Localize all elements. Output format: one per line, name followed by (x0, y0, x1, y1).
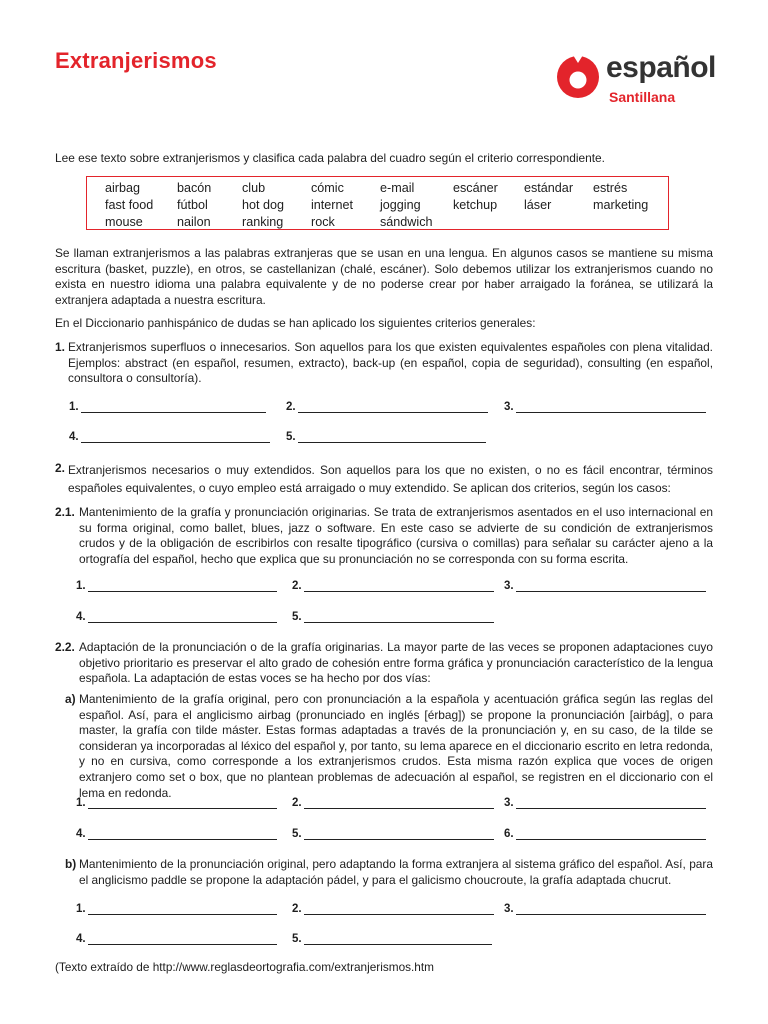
section-2-text: Extranjerismos necesarios o muy extendidos. Son aquellos para los que no existen, o no es fácil encontrar, términos españoles equivalentes, o cuyo empleo está arraigado o muy extendido. Se aplican dos criterios, según los casos: (68, 463, 713, 495)
answer-blank[interactable]: 4. (76, 828, 277, 840)
brand-subtitle: Santillana (609, 89, 676, 105)
word: fast food (105, 198, 154, 212)
word: hot dog (242, 198, 285, 212)
answer-blank[interactable]: 4. (76, 611, 277, 623)
word: rock (311, 215, 335, 229)
word: láser (524, 198, 552, 212)
brand-name: español (606, 51, 716, 84)
answer-blank[interactable]: 3. (504, 580, 706, 592)
word: sándwich (380, 215, 433, 229)
word: bacón (177, 181, 212, 195)
section-number: b) (65, 857, 77, 871)
answer-blank[interactable]: 2. (286, 401, 488, 413)
answer-blank[interactable]: 1. (76, 580, 277, 592)
answer-blank[interactable]: 2. (292, 797, 494, 809)
answer-blank[interactable]: 5. (292, 828, 494, 840)
word: internet (311, 198, 354, 212)
answer-blank[interactable]: 5. (292, 611, 494, 623)
word-box (86, 176, 669, 230)
section-number: 2.1. (55, 505, 75, 519)
instruction-text: Lee ese texto sobre extranjerismos y clasifica cada palabra del cuadro según el criterio correspondiente. (55, 151, 605, 165)
answer-blank[interactable]: 1. (69, 401, 266, 413)
answer-blank[interactable]: 2. (292, 580, 494, 592)
word: airbag (105, 181, 141, 195)
answer-blank[interactable]: 2. (292, 903, 494, 915)
section-number: 2.2. (55, 640, 75, 654)
section-1-text: Extranjerismos superfluos o innecesarios. Son aquellos para los que existen equivalentes españoles con plena vitalidad. Ejemplos: abstract (en español, resumen, extracto), back-up (en español, copia de seguridad), consulting (en español, consultora o consultoría). (68, 340, 713, 386)
word: club (242, 181, 266, 195)
section-2-2-text: Adaptación de la pronunciación o de la grafía originarias. La mayor parte de las veces se proponen adaptaciones cuyo objetivo prioritario es preservar el alto grado de cohesión entre forma gráfica y pronunciación característico de la lengua española. La adaptación de estas voces se ha hecho por dos vías: (79, 640, 713, 686)
word: jogging (380, 198, 421, 212)
word: ranking (242, 215, 284, 229)
word: fútbol (177, 198, 208, 212)
word: ketchup (453, 198, 498, 212)
word: nailon (177, 215, 211, 229)
section-number: a) (65, 692, 76, 706)
answer-blank[interactable]: 3. (504, 797, 706, 809)
word: estándar (524, 181, 574, 195)
section-number: 1. (55, 340, 65, 354)
answer-blank[interactable]: 1. (76, 797, 277, 809)
source-citation: (Texto extraído de http://www.reglasdeortografia.com/extranjerismos.htm (55, 960, 434, 974)
word: marketing (593, 198, 649, 212)
answer-blank[interactable]: 6. (504, 828, 706, 840)
answer-blank[interactable]: 4. (76, 933, 277, 945)
word: e-mail (380, 181, 415, 195)
section-2-1-text: Mantenimiento de la grafía y pronunciación originarias. Se trata de extranjerismos asentados en el uso internacional en su forma original, como ballet, blues, jazz o software. En este caso se advierte de su condición de extranjerismos crudos y de la obligación de escribirlos con resalte tipográfico (cursiva o comillas) para señalar su carácter ajeno a la ortografía del español, hecho que explica que su pronunciación no se corresponda con su forma escrita. (79, 505, 713, 566)
answer-blank[interactable]: 3. (504, 903, 706, 915)
section-b-text: Mantenimiento de la pronunciación original, pero adaptando la forma extranjera al sistema gráfico del español. Así, para el anglicismo paddle se propone la adaptación pádel, y para el galicismo choucroute, la grafía adaptada chucrut. (79, 857, 713, 887)
answer-blank[interactable]: 1. (76, 903, 277, 915)
answer-blank[interactable]: 5. (286, 431, 486, 443)
word: cómic (311, 181, 344, 195)
word: escáner (453, 181, 498, 195)
word: estrés (593, 181, 628, 195)
page-title: Extranjerismos (55, 48, 217, 73)
section-number: 2. (55, 461, 65, 475)
answer-blank[interactable]: 3. (504, 401, 706, 413)
dpd-paragraph: En el Diccionario panhispánico de dudas se han aplicado los siguientes criterios generales: (55, 316, 536, 330)
answer-blank[interactable]: 5. (292, 933, 492, 945)
word: mouse (105, 215, 143, 229)
section-a-text: Mantenimiento de la grafía original, pero con pronunciación a la española y acentuación gráfica según las reglas del español. Así, para el anglicismo airbag (pronunciado en inglés [érbag]) se propone la pronunciación [airbág], o para master, la grafía con tilde máster. Estas formas adaptadas a través de la pronunciación y, en su caso, de la tilde se consideran ya incorporadas al léxico del español y, por tanto, su lema aparece en el diccionario escrito en letra redonda, y no en cursiva, como corresponde a los extranjerismos crudos. Esta misma razón explica que voces de origen extranjero como set o box, que no plantean problemas de adecuación al español, se registren en el diccionario con el lema en redonda. (79, 692, 713, 800)
santillana-logo-icon (554, 52, 602, 100)
intro-paragraph: Se llaman extranjerismos a las palabras extranjeras que se usan en una lengua. En algunos casos se mantiene su misma escritura (basket, puzzle), en otros, se castellanizan (chalé, escáner). Solo debemos utilizar los extranjerismos cuando no exista en nuestro idioma una palabra equivalente y de no poderse crear por haber arraigado la foránea, se utilizará la extranjera adaptada a nuestra escritura. (55, 246, 713, 307)
answer-blank[interactable]: 4. (69, 431, 270, 443)
